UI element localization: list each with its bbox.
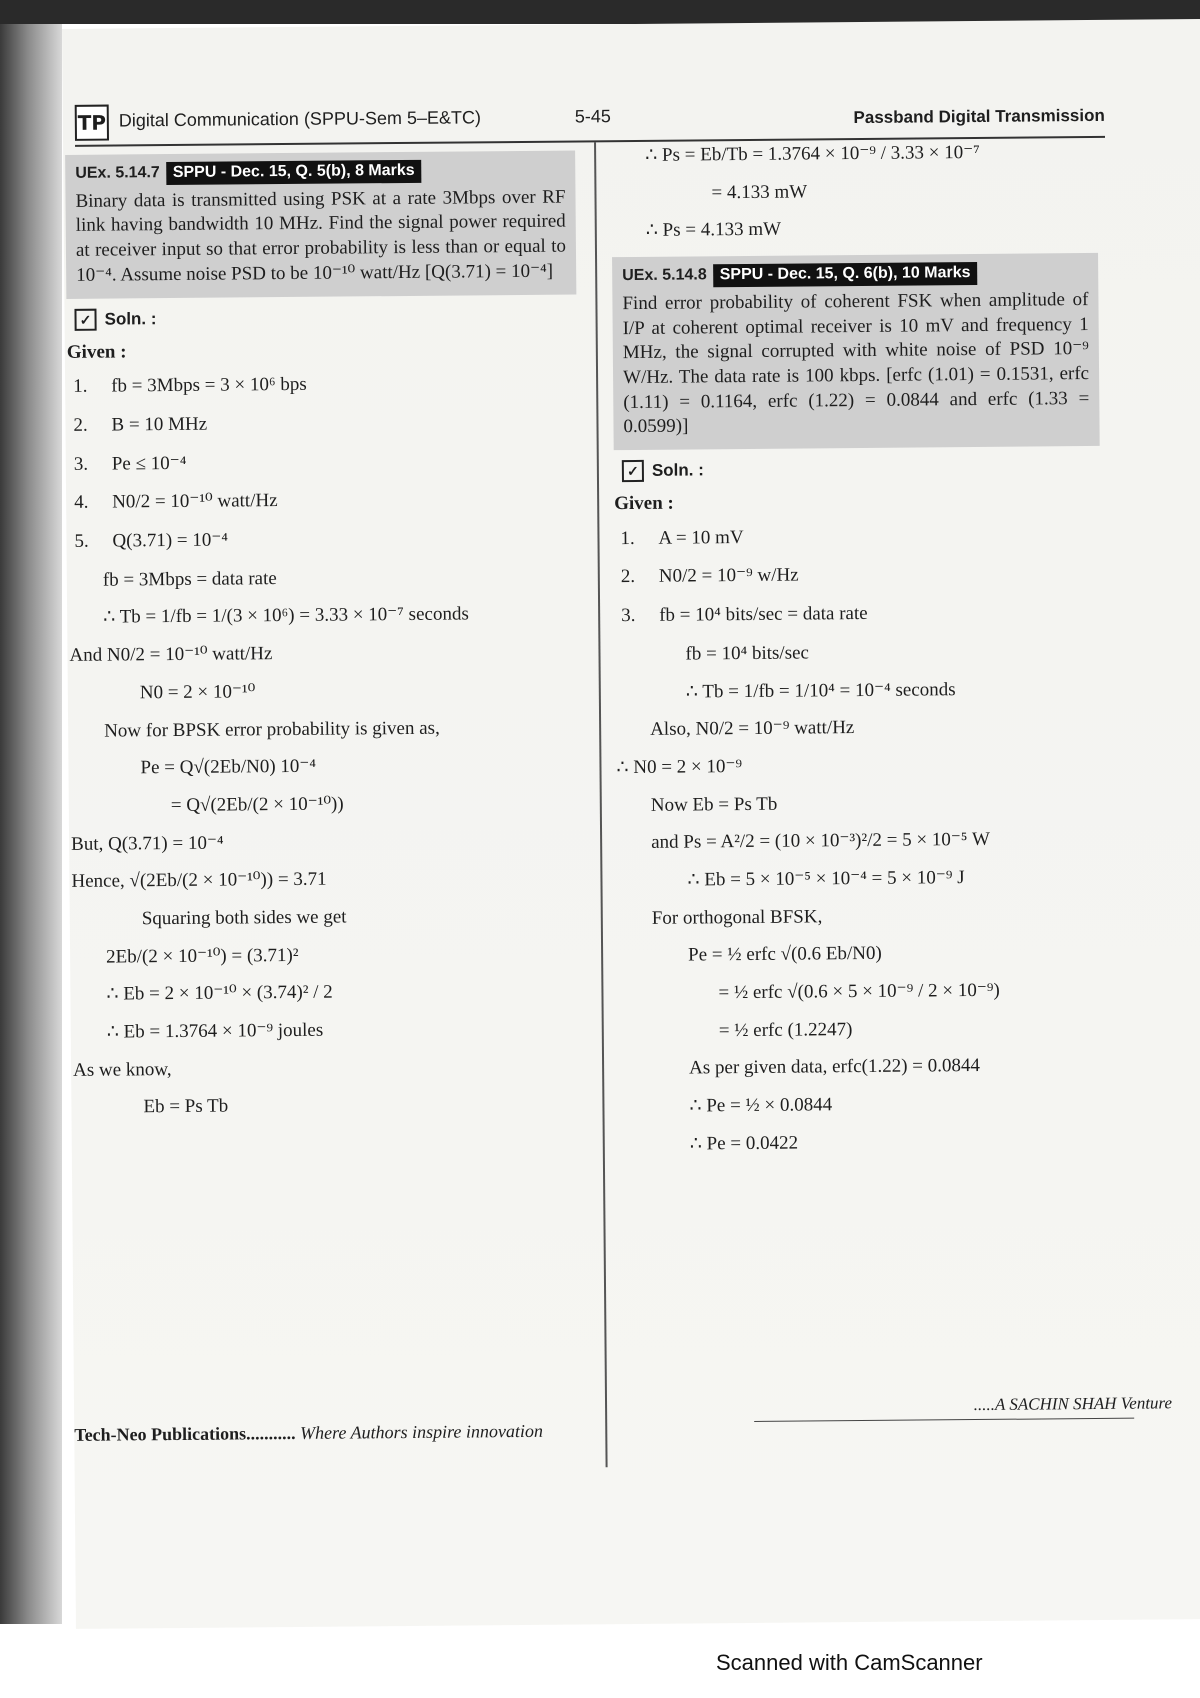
footer-tagline: Where Authors inspire innovation — [300, 1420, 544, 1443]
left-column — [65, 150, 584, 1133]
given-heading: Given : — [614, 492, 674, 515]
equation-line: Pe = Q√(2Eb/N0) 10⁻⁴ — [140, 755, 317, 779]
equation-line: Pe = ½ erfc √(0.6 Eb/N0) — [688, 943, 882, 966]
equation-line: ∴ Tb = 1/fb = 1/10⁴ = 10⁻⁴ seconds — [685, 678, 956, 703]
text-line: As per given data, erfc(1.22) = 0.0844 — [689, 1055, 981, 1079]
question-text: Binary data is transmitted using PSK at a rate 3Mbps over RF link having bandwidth 10 MHz. Find the signal power required at receiver input so that error probability is less than or equal to 10⁻⁴. Assume noise PSD to be 10⁻¹⁰ watt/Hz [Q(3.71) = 10⁻⁴] — [75, 186, 567, 286]
given-item: 2. N0/2 = 10⁻⁹ w/Hz — [620, 565, 799, 588]
equation-line: fb = 10⁴ bits/sec — [685, 642, 810, 665]
equation-line: Now Eb = Ps Tb — [650, 793, 778, 816]
solution-heading: ✓ Soln. : — [74, 304, 576, 330]
equation-line: ∴ Pe = ½ × 0.0844 — [689, 1094, 833, 1117]
question-text: Find error probability of coherent FSK when amplitude of I/P at coherent optimal receiver is 10 mV and frequency 1 MHz, the signal corrupted with white noise of PSD 10⁻⁹ W/Hz. The data rate is 100 kbps. [erfc (1.01) = 0.1531, erfc (1.11) = 0.1164, erfc (1.22) = 0.0844 and erfc (1.33 = 0.0599)] — [622, 288, 1090, 438]
equation-line: 2Eb/(2 × 10⁻¹⁰) = (3.71)² — [106, 944, 299, 968]
book-binding-shadow — [0, 24, 62, 1624]
equation-line: Eb = Ps Tb — [143, 1095, 229, 1118]
given-item: 5. Q(3.71) = 10⁻⁴ — [74, 529, 229, 552]
solution-heading: ✓ Soln. : — [622, 456, 1100, 482]
equation-line: ∴ Eb = 1.3764 × 10⁻⁹ joules — [106, 1019, 324, 1043]
given-item: 2. B = 10 MHz — [73, 413, 208, 436]
text-line: Squaring both sides we get — [141, 906, 347, 930]
given-item: 4. N0/2 = 10⁻¹⁰ watt/Hz — [74, 490, 278, 514]
footer-rule — [754, 1418, 1134, 1422]
page-header — [75, 96, 1105, 147]
exam-tag: SPPU - Dec. 15, Q. 6(b), 10 Marks — [713, 262, 978, 287]
text-line: Now for BPSK error probability is given as, — [104, 717, 440, 742]
exam-tag: SPPU - Dec. 15, Q. 5(b), 8 Marks — [166, 160, 422, 185]
publisher-logo-icon: TP — [75, 105, 109, 141]
equation-line: = 4.133 mW — [711, 181, 808, 203]
question-number: UEx. 5.14.8 — [622, 266, 707, 285]
equation-line: Also, N0/2 = 10⁻⁹ watt/Hz — [650, 717, 855, 741]
equation-line: = Q√(2Eb/(2 × 10⁻¹⁰)) — [170, 793, 344, 816]
equation-line: ∴ Ps = Eb/Tb = 1.3764 × 10⁻⁹ / 3.33 × 10⁻⁷ — [645, 141, 980, 166]
question-box-5-14-7 — [65, 150, 576, 298]
equation-line: And N0/2 = 10⁻¹⁰ watt/Hz — [69, 643, 273, 667]
camscanner-watermark: Scanned with CamScanner — [716, 1650, 983, 1675]
checkbox-icon: ✓ — [622, 460, 644, 482]
right-column — [611, 140, 1106, 1171]
equation-line: ∴ N0 = 2 × 10⁻⁹ — [616, 755, 743, 779]
equation-line: Hence, √(2Eb/(2 × 10⁻¹⁰)) = 3.71 — [71, 868, 327, 893]
book-title: Digital Communication (SPPU-Sem 5–E&TC) — [118, 107, 482, 131]
book-page — [62, 19, 1200, 1629]
equation-line: N0 = 2 × 10⁻¹⁰ — [139, 681, 256, 704]
given-item: 1. fb = 3Mbps = 3 × 10⁶ bps — [73, 374, 307, 398]
given-item: 3. fb = 10⁴ bits/sec = data rate — [621, 603, 868, 627]
text-line: As we know, — [73, 1058, 172, 1081]
text-line: For orthogonal BFSK, — [651, 906, 823, 929]
question-number: UEx. 5.14.7 — [75, 164, 160, 182]
equation-line: = ½ erfc (1.2247) — [718, 1018, 853, 1041]
equation-line: But, Q(3.71) = 10⁻⁴ — [71, 832, 224, 855]
checkbox-icon: ✓ — [74, 308, 96, 330]
given-item: 1. A = 10 mV — [620, 526, 744, 549]
equation-line: ∴ Pe = 0.0422 — [689, 1132, 799, 1155]
footer-publisher: Tech-Neo Publications........... Where Authors inspire innovation — [74, 1420, 544, 1445]
chapter-title: Passband Digital Transmission — [853, 105, 1105, 128]
equation-line: ∴ Tb = 1/fb = 1/(3 × 10⁶) = 3.33 × 10⁻⁷ seconds — [103, 603, 469, 629]
equation-line: and Ps = A²/2 = (10 × 10⁻³)²/2 = 5 × 10⁻⁵ W — [651, 829, 990, 854]
equation-line: ∴ Ps = 4.133 mW — [645, 219, 782, 242]
equation-line: ∴ Eb = 2 × 10⁻¹⁰ × (3.74)² / 2 — [106, 981, 333, 1005]
equation-line: ∴ Eb = 5 × 10⁻⁵ × 10⁻⁴ = 5 × 10⁻⁹ J — [687, 867, 965, 891]
equation-line: fb = 3Mbps = data rate — [102, 567, 277, 591]
equation-line: = ½ erfc √(0.6 × 5 × 10⁻⁹ / 2 × 10⁻⁹) — [718, 979, 1000, 1004]
column-divider — [594, 142, 608, 1467]
footer-venture: .....A SACHIN SHAH Venture — [973, 1393, 1173, 1415]
given-item: 3. Pe ≤ 10⁻⁴ — [73, 452, 187, 475]
page-number: 5-45 — [574, 106, 611, 127]
question-box-5-14-8 — [612, 253, 1100, 450]
given-heading: Given : — [66, 341, 127, 363]
